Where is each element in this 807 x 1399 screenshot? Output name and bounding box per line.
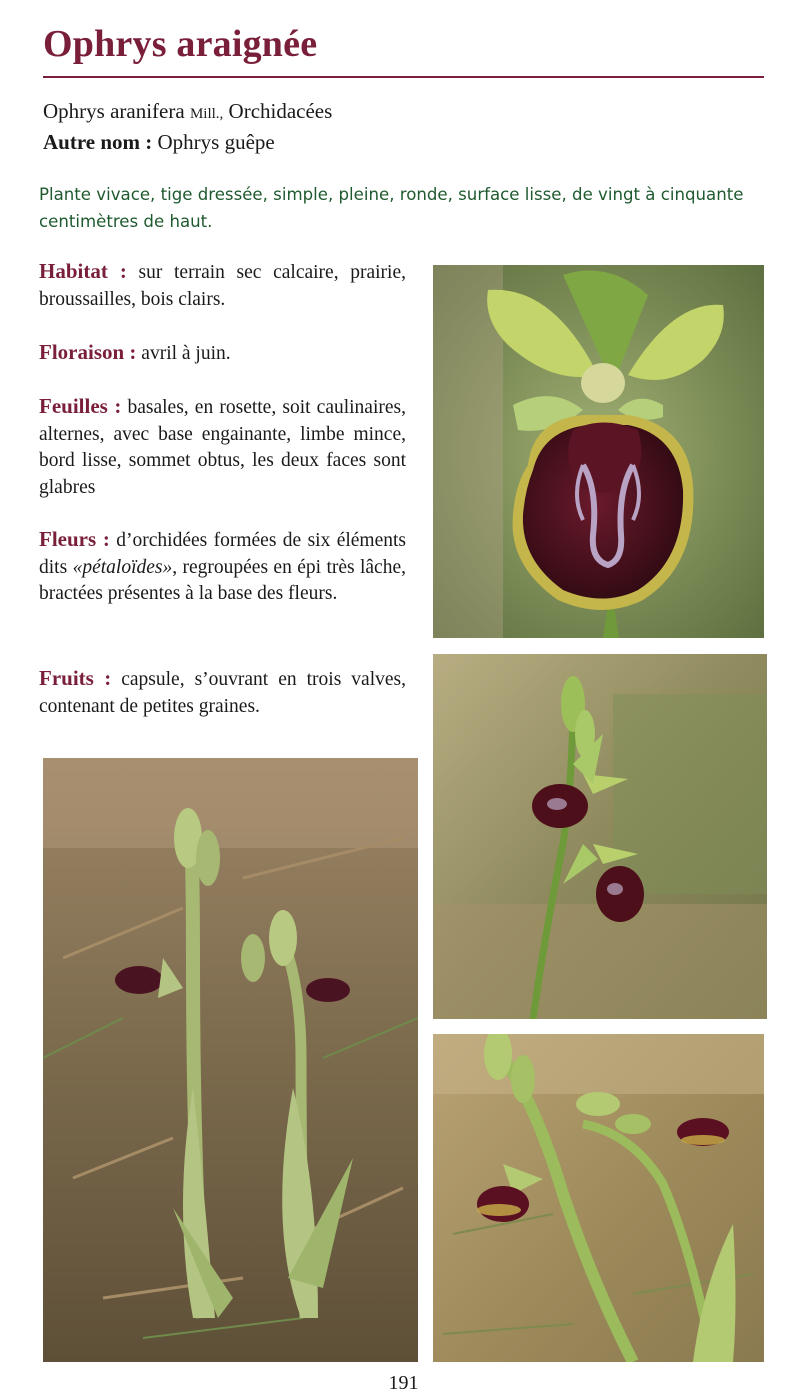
section-feuilles <box>39 393 406 501</box>
section-fleurs <box>39 526 406 608</box>
section-fruits <box>39 665 406 720</box>
title-rule <box>43 76 764 78</box>
alt-name-label: Autre nom : <box>43 130 153 154</box>
scientific-name-line <box>43 99 332 124</box>
section-label: Habitat : <box>39 259 127 283</box>
page-number: 191 <box>388 1372 419 1394</box>
section-label: Fleurs : <box>39 527 110 551</box>
section-text: sur terrain sec calcaire, prairie, broussailles, bois clairs. <box>39 262 406 310</box>
section-text: capsule, s’ouvrant en trois valves, contenant de petites graines. <box>39 669 406 717</box>
section-text: , regroupées en épi très lâche, bractées présentes à la base des fleurs. <box>39 556 406 604</box>
section-text: d’orchidées formées de six éléments dits <box>39 530 407 578</box>
family-name: Orchidacées <box>228 99 333 123</box>
section-habitat <box>39 258 406 313</box>
photo-flower-closeup <box>433 265 764 638</box>
alt-name-line <box>43 130 275 155</box>
photo-plants-in-ground <box>43 758 418 1362</box>
section-text: basales, en rosette, soit caulinaires, alternes, avec base engainante, limbe mince, bord lisse, sommet obtus, les deux faces sont glabres <box>39 397 406 498</box>
alt-name: Ophrys guêpe <box>157 130 275 154</box>
section-text: avril à juin. <box>141 343 231 364</box>
section-label: Fruits : <box>39 666 112 690</box>
section-floraison <box>39 339 406 368</box>
page-title: Ophrys araignée <box>43 23 318 65</box>
scientific-name: Ophrys aranifera <box>43 99 185 123</box>
author-abbrev: Mill., <box>189 106 224 122</box>
photo-two-stems <box>433 1034 764 1362</box>
intro-text: Plante vivace, tige dressée, simple, pleine, ronde, surface lisse, de vingt à cinquante centimètres de haut. <box>39 185 744 231</box>
photo-flowering-stem <box>433 654 767 1019</box>
section-label: Feuilles : <box>39 394 122 418</box>
section-text-italic: «pétaloïdes» <box>72 556 173 578</box>
section-label: Floraison : <box>39 340 137 364</box>
